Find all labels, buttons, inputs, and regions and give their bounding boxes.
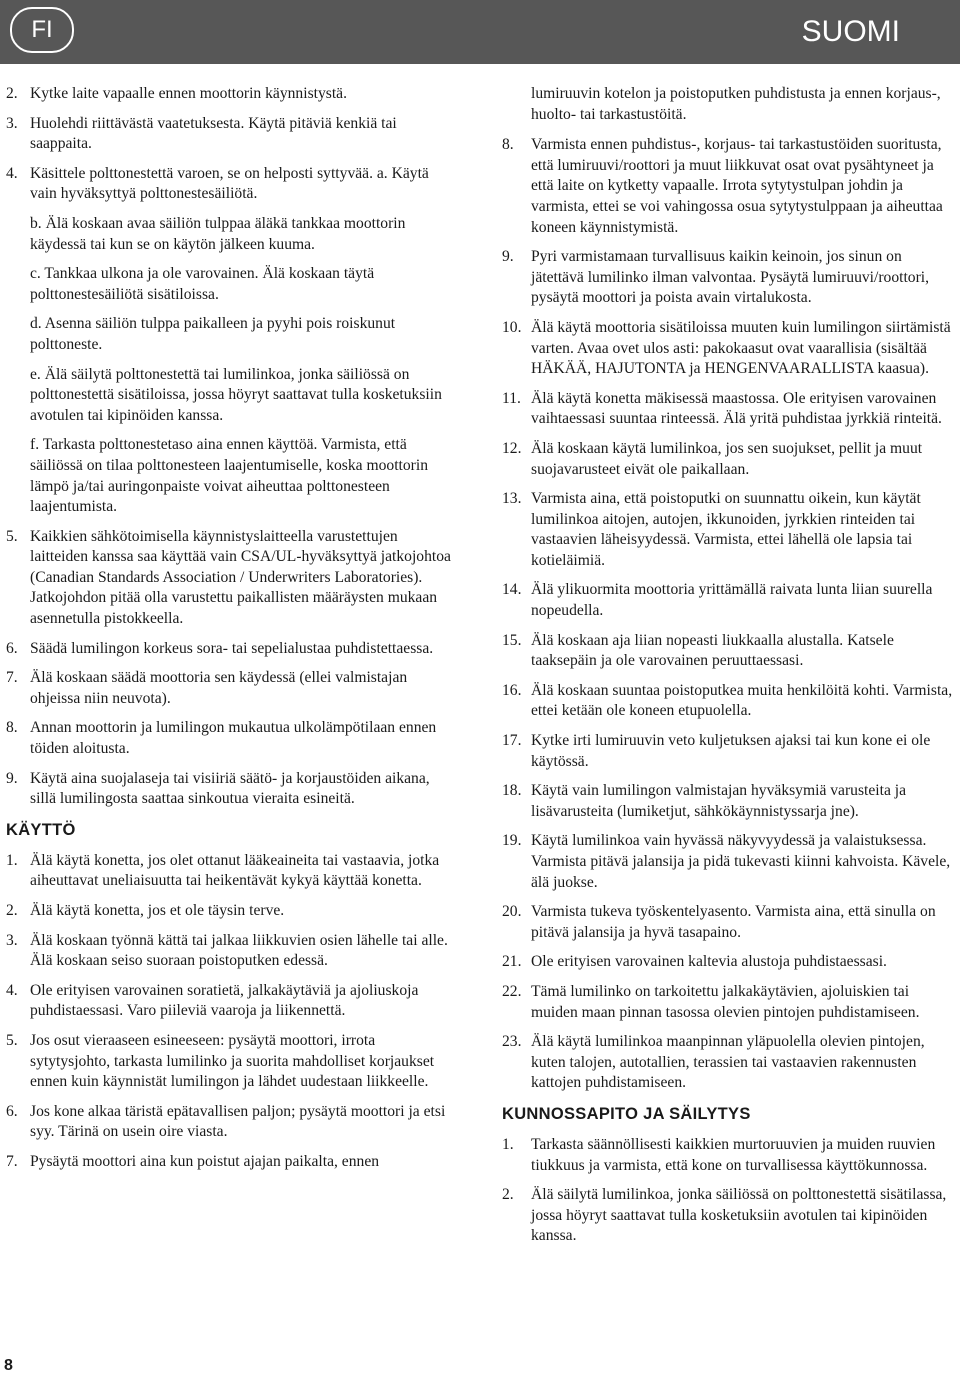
- section-heading-kunnossapito: KUNNOSSAPITO JA SÄILYTYS: [502, 1104, 751, 1123]
- item-text: Säädä lumilingon korkeus sora- tai sepelialustaa puhdistettaessa.: [30, 639, 434, 657]
- item-number: 19.: [502, 832, 522, 850]
- item-number: 12.: [502, 439, 522, 457]
- item-text: Käytä aina suojalaseja tai visiiriä säätö- ja korjaustöiden aikana, sillä lumilingosta saattaa sinkoutua vieraita esineitä.: [30, 769, 430, 808]
- item-number: 11.: [502, 389, 521, 407]
- item-number: 1.: [502, 1135, 514, 1153]
- section-heading-kaytto: KÄYTTÖ: [6, 820, 76, 839]
- item-text: Kaikkien sähkötoimisella käynnistyslaitteella varustettujen laitteiden kanssa saa käyttää vain CSA/UL-hyväksyttyä jatkojohtoa (Canadian Standards Association / Underwriters Laboratories). Jatkojohdon pitää olla varustettu paikallisten määräysten mukaan asennetulla pistokkeella.: [30, 527, 451, 628]
- item-text: Ole erityisen varovainen soratietä, jalkakäytäviä ja ajoliuskoja puhdistaessasi. Varo piileviä vaaroja ja liikennettä.: [30, 981, 419, 1020]
- item-number: 4.: [6, 164, 18, 182]
- item-text: Käytä vain lumilingon valmistajan hyväksymiä varusteita ja lisävarusteita (lumiketjut, sähkökäynnistyssarja jne).: [531, 782, 907, 820]
- item-text: Älä koskaan työnnä kättä tai jalkaa liikkuvien osien lähelle tai alle. Älä koskaan seiso suoraan poistoputken edessä.: [30, 931, 448, 970]
- item-number: 1.: [6, 851, 18, 869]
- language-header-bar: [0, 0, 960, 64]
- list-item: [502, 781, 954, 822]
- list-item: [502, 1185, 954, 1247]
- list-item: [6, 1152, 456, 1173]
- page-number: 8: [4, 1357, 13, 1374]
- right-column: [502, 84, 954, 1256]
- list-item: [502, 731, 954, 772]
- item-text: Varmista tukeva työskentelyasento. Varmista aina, että sinulla on pitävä jalansija ja hyvä tasapaino.: [531, 903, 936, 941]
- item-number: 16.: [502, 681, 522, 699]
- list-item: [6, 114, 456, 155]
- item-text: Käsittele polttonestettä varoen, se on helposti syttyvää. a. Käytä vain hyväksyttyä polttonestesäiliötä.: [30, 164, 429, 203]
- item-text: Pyri varmistamaan turvallisuus kaikin keinoin, jos sinun on jätettävä lumilinko ilman valvontaa. Pysäytä lumiruuvi/roottori, pysäytä moottori ja poista avain virtalukosta.: [531, 248, 929, 307]
- item-text: Ole erityisen varovainen kaltevia alustoja puhdistaessasi.: [531, 953, 887, 971]
- item-number: 22.: [502, 982, 522, 1000]
- item-text: Älä käytä konetta, jos et ole täysin terve.: [30, 902, 285, 919]
- item-text: Älä säilytä lumilinkoa, jonka säiliössä on polttonestettä sisätilassa, jossa höyryt saattavat tulla kosketuksiin avotulen tai kipinöiden kanssa.: [531, 1186, 947, 1245]
- item-text: Jos kone alkaa täristä epätavallisen paljon; pysäytä moottori ja etsi syy. Tärinä on usein oire viasta.: [30, 1102, 446, 1141]
- list-item: [502, 439, 954, 480]
- list-item: [502, 318, 954, 380]
- list-item: [6, 84, 456, 105]
- item-number: 3.: [6, 114, 18, 132]
- list-item: [6, 981, 456, 1022]
- sub-item: e. Älä säilytä polttonestettä tai lumilinkoa, jonka säiliössä on polttonestettä sisätiloissa, jossa höyryt saattavat tulla kosketuksiin avotulen tai kipinöiden kanssa.: [30, 365, 442, 424]
- item-number: 6.: [6, 1102, 18, 1120]
- list-item: [502, 135, 954, 238]
- item-text: Annan moottorin ja lumilingon mukautua ulkolämpötilaan ennen töiden aloitusta.: [30, 719, 437, 758]
- list-item: [502, 982, 954, 1023]
- continued-text: lumiruuvin kotelon ja poistoputken puhdistusta ja ennen korjaus-, huolto- tai tarkastustöitä.: [531, 85, 941, 123]
- item-text: Älä käytä lumilinkoa maanpinnan yläpuolella olevien pintojen, kuten talojen, autotallien, terassien tai vastaavien rakennusten kattojen puhdistamiseen.: [531, 1033, 925, 1092]
- list-item: [6, 1102, 456, 1143]
- list-item: [502, 1135, 954, 1176]
- item-number: 7.: [6, 669, 18, 687]
- list-item: [6, 901, 456, 922]
- item-text: Älä käytä konetta, jos olet ottanut lääkeaineita tai vastaavia, jotka aiheuttavat uneliaisuutta tai heikentävät kykyä käyttää konetta.: [30, 851, 440, 890]
- list-item: [6, 1031, 456, 1093]
- list-item: [6, 164, 456, 205]
- item-text: Jos osut vieraaseen esineeseen: pysäytä moottori, irrota sytytysjohto, tarkasta lumilinko ja suorita mahdolliset korjaukset ennen kuin käynnistät lumilingon ja lähdet uudestaan liikkeelle.: [30, 1031, 435, 1091]
- list-item: [502, 580, 954, 621]
- item-number: 8.: [502, 136, 514, 154]
- list-item: [502, 681, 954, 722]
- language-code-badge: FI: [10, 7, 74, 53]
- item-number: 10.: [502, 318, 522, 336]
- item-number: 2.: [502, 1186, 514, 1204]
- list-item: [6, 639, 456, 660]
- left-column: [6, 84, 456, 1182]
- sub-item: d. Asenna säiliön tulppa paikalleen ja pyyhi pois roiskunut polttoneste.: [30, 315, 396, 353]
- item-number: 23.: [502, 1033, 522, 1051]
- item-number: 9.: [6, 769, 18, 787]
- item-number: 20.: [502, 903, 522, 921]
- item-number: 5.: [6, 1031, 18, 1049]
- list-item: [502, 247, 954, 309]
- list-item: [6, 527, 456, 630]
- item-number: 21.: [502, 953, 522, 971]
- language-title: SUOMI: [801, 15, 900, 48]
- list-item: [6, 931, 456, 972]
- item-text: Älä koskaan säädä moottoria sen käydessä (ellei valmistajan ohjeissa niin neuvota).: [30, 669, 408, 707]
- list-item: [6, 718, 456, 759]
- item-number: 13.: [502, 490, 522, 508]
- item-text: Kytke irti lumiruuvin veto kuljetuksen ajaksi tai kun kone ei ole käytössä.: [531, 732, 931, 770]
- item-text: Tämä lumilinko on tarkoitettu jalkakäytävien, ajoluiskien tai muiden maan pinnan tasossa olevien pintojen puhdistamiseen.: [531, 982, 920, 1021]
- item-text: Pysäytä moottori aina kun poistut ajajan paikalta, ennen: [30, 1152, 380, 1170]
- list-item: [502, 831, 954, 893]
- list-item: [502, 952, 954, 973]
- item-number: 2.: [6, 902, 18, 919]
- item-text: Älä käytä konetta mäkisessä maastossa. Ole erityisen varovainen vaihtaessasi suuntaa rinteessä. Älä yritä puhdistaa jyrkkiä rinteitä.: [531, 389, 942, 428]
- item-number: 3.: [6, 931, 18, 949]
- list-item: [6, 668, 456, 709]
- sub-item: f. Tarkasta polttonestetaso aina ennen käyttöä. Varmista, että säiliössä on tilaa polttonesteen laajentumiselle, koska moottorin lämpö ja/tai auringonpaiste voivat aiheuttaa polttonesteen laajentumista.: [30, 436, 428, 516]
- item-number: 17.: [502, 732, 522, 750]
- item-number: 8.: [6, 719, 18, 737]
- item-number: 6.: [6, 639, 18, 657]
- item-text: Huolehdi riittävästä vaatetuksesta. Käytä pitäviä kenkiä tai saappaita.: [30, 114, 397, 153]
- item-number: 18.: [502, 782, 522, 800]
- item-text: Käytä lumilinkoa vain hyvässä näkyvyydessä ja valaistuksessa. Varmista pitävä jalansija ja pidä tukevasti kiinni kahvoista. Kävele, älä juokse.: [531, 832, 951, 891]
- item-number: 7.: [6, 1152, 18, 1170]
- sub-item: b. Älä koskaan avaa säiliön tulppaa äläkä tankkaa moottorin käydessä tai kun se on käytön jälkeen kuuma.: [30, 214, 406, 253]
- sub-item: c. Tankkaa ulkona ja ole varovainen. Älä koskaan täytä polttonestesäiliötä sisätiloissa.: [30, 265, 375, 303]
- item-number: 9.: [502, 248, 514, 266]
- list-item: [502, 631, 954, 672]
- item-number: 15.: [502, 631, 522, 649]
- item-text: Älä käytä moottoria sisätiloissa muuten kuin lumilingon siirtämistä varten. Avaa ovet ulos asti: pakokaasut ovat vaarallisia (sisältää HÄKÄÄ, HAJUTONTA ja HENGENVAARALLISTA kaasua).: [531, 318, 951, 378]
- item-text: Älä koskaan käytä lumilinkoa, jos sen suojukset, pellit ja muut suojavarusteet eivät ole paikallaan.: [531, 439, 923, 478]
- list-item: [6, 769, 456, 810]
- item-number: 4.: [6, 981, 18, 999]
- item-text: Varmista ennen puhdistus-, korjaus- tai tarkastustöiden suoritusta, että lumiruuvi/roottori ja muut liikkuvat osat ovat pysähtyneet ja että laite on kytketty vapaalle. Irrota sytytystulpan johdin ja varmista, ettei se voi vahingossa osua sytytystulppaan ja aiheuttaa koneen käynnistymistä.: [531, 136, 943, 236]
- item-text: Kytke laite vapaalle ennen moottorin käynnistystä.: [30, 85, 347, 102]
- item-text: Tarkasta säännöllisesti kaikkien murtoruuvien ja muiden ruuvien tiukkuus ja varmista, että kone on turvallisessa käyttökunnossa.: [531, 1135, 936, 1174]
- list-item: [502, 489, 954, 571]
- item-text: Älä koskaan suuntaa poistoputkea muita henkilöitä kohti. Varmista, ettei ketään ole koneen etupuolella.: [531, 681, 953, 720]
- item-number: 2.: [6, 85, 18, 102]
- item-text: Älä koskaan aja liian nopeasti liukkaalla alustalla. Katsele taaksepäin ja ole varovainen peruuttaessasi.: [531, 631, 894, 670]
- item-number: 14.: [502, 581, 522, 599]
- item-number: 5.: [6, 527, 18, 545]
- list-item: [6, 851, 456, 892]
- list-item: [502, 1032, 954, 1094]
- list-item: [502, 902, 954, 943]
- item-text: Älä ylikuormita moottoria yrittämällä raivata lunta liian suurella nopeudella.: [531, 581, 933, 620]
- item-text: Varmista aina, että poistoputki on suunnattu oikein, kun käytät lumilinkoa aitojen, autojen, ikkunoiden, jyrkkien rinteiden tai vastaavien läheisyydessä. Varmista, ettei lähellä ole lapsia tai kotieläimiä.: [531, 490, 921, 569]
- list-item: [502, 389, 954, 430]
